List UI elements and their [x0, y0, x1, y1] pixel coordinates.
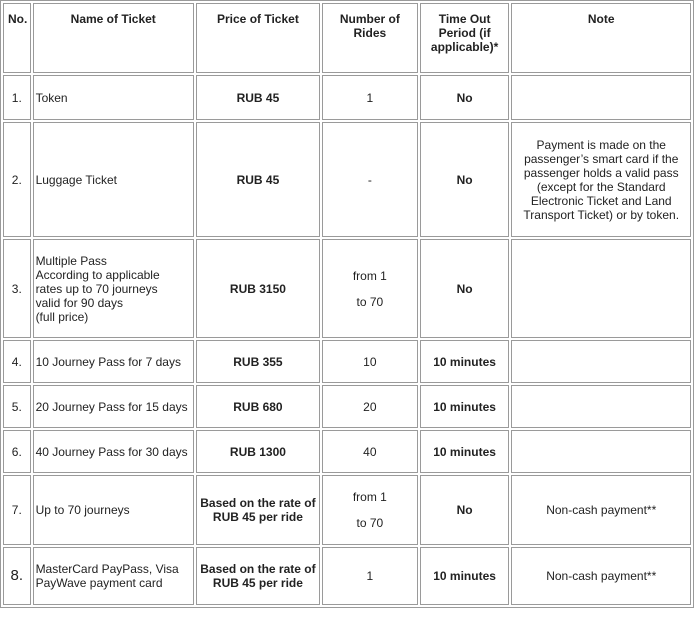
row-number: 1.: [3, 75, 31, 120]
ticket-price: RUB 3150: [196, 239, 320, 338]
row-number: 4.: [3, 340, 31, 383]
ticket-rides: [322, 475, 418, 545]
ticket-name: 40 Journey Pass for 30 days: [33, 430, 194, 473]
ticket-rides: -: [322, 122, 418, 237]
header-name: Name of Ticket: [33, 3, 194, 73]
rides-from: from 1: [352, 268, 387, 283]
table-row: [3, 385, 691, 428]
row-number: 3.: [3, 239, 31, 338]
table-row: [3, 75, 691, 120]
ticket-name-line: According to applicable: [35, 267, 160, 282]
ticket-note: [511, 430, 691, 473]
ticket-note: [511, 340, 691, 383]
table-row: [3, 340, 691, 383]
ticket-note: Non-cash payment**: [511, 547, 691, 605]
ticket-note: [511, 239, 691, 338]
ticket-name: Token: [33, 75, 194, 120]
table-row: [3, 239, 691, 338]
ticket-note: Payment is made on the passenger’s smart card if the passenger holds a valid pass (except for the Standard Electronic Ticket and Land Transport Ticket) or by token.: [511, 122, 691, 237]
ticket-timeout: 10 minutes: [420, 385, 510, 428]
ticket-timeout: No: [420, 475, 510, 545]
header-timeout: Time Out Period (if applicable)*: [420, 3, 510, 73]
ticket-name: [33, 239, 194, 338]
ticket-name: Up to 70 journeys: [33, 475, 194, 545]
ticket-timeout: No: [420, 239, 510, 338]
ticket-name-line: Multiple Pass: [35, 253, 107, 268]
rides-to: to 70: [356, 516, 384, 530]
ticket-rides: 1: [322, 547, 418, 605]
ticket-price: Based on the rate of RUB 45 per ride: [196, 547, 320, 605]
ticket-name: Luggage Ticket: [33, 122, 194, 237]
table-header-row: [3, 3, 691, 73]
ticket-rides: 1: [322, 75, 418, 120]
ticket-rides: [322, 239, 418, 338]
header-note: Note: [511, 3, 691, 73]
ticket-note: [511, 75, 691, 120]
ticket-name-line: valid for 90 days: [35, 295, 123, 310]
table-row: [3, 122, 691, 237]
rides-from: from 1: [352, 490, 387, 504]
ticket-name-line: (full price): [35, 309, 89, 324]
ticket-timeout: 10 minutes: [420, 547, 510, 605]
row-number: 2.: [3, 122, 31, 237]
ticket-price: RUB 45: [196, 75, 320, 120]
table-row: [3, 430, 691, 473]
ticket-name: MasterCard PayPass, Visa PayWave payment card: [33, 547, 194, 605]
header-no: No.: [3, 3, 31, 73]
table-row: [3, 547, 691, 605]
ticket-timeout: 10 minutes: [420, 340, 510, 383]
header-rides: Number of Rides: [322, 3, 418, 73]
rides-to: to 70: [356, 294, 384, 309]
ticket-price: Based on the rate of RUB 45 per ride: [196, 475, 320, 545]
ticket-price: RUB 45: [196, 122, 320, 237]
header-price: Price of Ticket: [196, 3, 320, 73]
ticket-rides: 40: [322, 430, 418, 473]
ticket-price: RUB 355: [196, 340, 320, 383]
table-row: [3, 475, 691, 545]
ticket-rides: 10: [322, 340, 418, 383]
ticket-price: RUB 680: [196, 385, 320, 428]
ticket-timeout: 10 minutes: [420, 430, 510, 473]
ticket-timeout: No: [420, 75, 510, 120]
ticket-rides: 20: [322, 385, 418, 428]
ticket-name: 10 Journey Pass for 7 days: [33, 340, 194, 383]
ticket-name-line: rates up to 70 journeys: [35, 281, 158, 296]
row-number: 5.: [3, 385, 31, 428]
ticket-name: 20 Journey Pass for 15 days: [33, 385, 194, 428]
row-number: 6.: [3, 430, 31, 473]
ticket-note: [511, 385, 691, 428]
row-number: 7.: [3, 475, 31, 545]
ticket-price: RUB 1300: [196, 430, 320, 473]
row-number: 8.: [3, 547, 31, 605]
ticket-note: Non-cash payment**: [511, 475, 691, 545]
ticket-timeout: No: [420, 122, 510, 237]
